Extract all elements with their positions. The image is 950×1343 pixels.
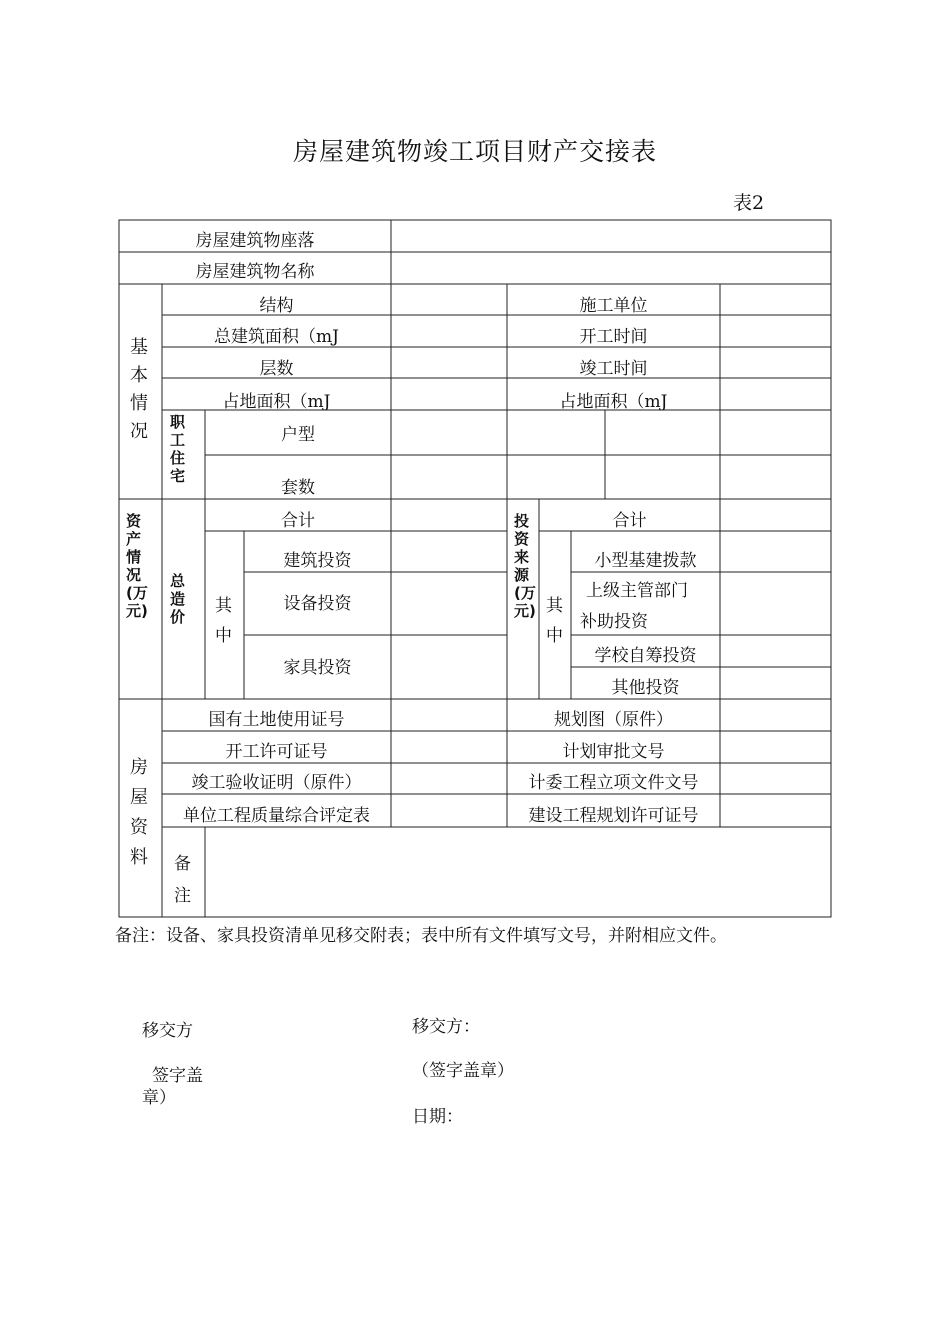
left-sign-label-2: 章） — [142, 1088, 176, 1108]
superior-label-1: 上级主管部门 — [586, 581, 688, 601]
superior-label-2: 补助投资 — [580, 612, 648, 632]
builder-label: 施工单位 — [579, 296, 648, 316]
assets-total-label: 合计 — [281, 511, 315, 531]
page-title: 房屋建筑物竣工项目财产交接表 — [292, 137, 657, 166]
units-label: 套数 — [281, 478, 315, 498]
footnote: 备注：设备、家具投资清单见移交附表；表中所有文件填写文号，并附相应文件。 — [115, 926, 727, 946]
small-capital-label: 小型基建拨款 — [594, 551, 697, 571]
source-among-label: 其中 — [546, 596, 563, 646]
acceptance-label: 竣工验收证明（原件） — [191, 773, 362, 793]
left-party-label: 移交方 — [142, 1021, 193, 1041]
right-party-label: 移交方： — [412, 1017, 480, 1037]
project-doc-label: 计委工程立项文件文号 — [528, 773, 699, 793]
table-number: 表2 — [733, 192, 765, 214]
assets-among-label: 其中 — [215, 596, 232, 646]
left-sign-label-1: 签字盖 — [152, 1066, 203, 1086]
docs-section-label: 房屋资料 — [130, 757, 148, 868]
source-total-label: 合计 — [612, 511, 647, 531]
staff-housing-label: 职工住宅 — [170, 413, 186, 485]
total-area-label: 总建筑面积（mJ — [214, 327, 339, 347]
right-sign-label: （签字盖章） — [412, 1061, 514, 1081]
floors-label: 层数 — [259, 359, 294, 379]
building-investment-label: 建筑投资 — [283, 551, 352, 571]
plan-map-label: 规划图（原件） — [554, 710, 673, 730]
land-area-label: 占地面积（mJ — [222, 392, 331, 412]
self-raised-label: 学校自筹投资 — [594, 646, 697, 666]
other-investment-label: 其他投资 — [611, 678, 680, 698]
quality-label: 单位工程质量综合评定表 — [183, 806, 370, 826]
structure-label: 结构 — [259, 296, 294, 316]
unit-type-label: 户型 — [281, 425, 315, 445]
equipment-investment-label: 设备投资 — [283, 594, 352, 614]
plan-permit-label: 建设工程规划许可证号 — [528, 806, 699, 826]
start-permit-label: 开工许可证号 — [225, 742, 328, 762]
name-label: 房屋建筑物名称 — [195, 262, 315, 282]
source-section-label: 投资来源(万元) — [514, 512, 536, 620]
furniture-investment-label: 家具投资 — [283, 658, 352, 678]
total-cost-label: 总造价 — [170, 572, 186, 626]
assets-section-label: 资产情况(万元) — [126, 512, 148, 620]
finish-time-label: 竣工时间 — [579, 359, 648, 379]
date-label: 日期： — [412, 1107, 463, 1127]
land-area-right-label: 占地面积（mJ — [559, 392, 668, 412]
remarks-label: 备注 — [174, 854, 191, 906]
location-label: 房屋建筑物座落 — [195, 231, 315, 251]
basic-section-label: 基本情况 — [130, 337, 148, 442]
land-cert-label: 国有土地使用证号 — [208, 710, 345, 730]
start-time-label: 开工时间 — [579, 327, 648, 347]
plan-approval-label: 计划审批文号 — [562, 742, 665, 762]
